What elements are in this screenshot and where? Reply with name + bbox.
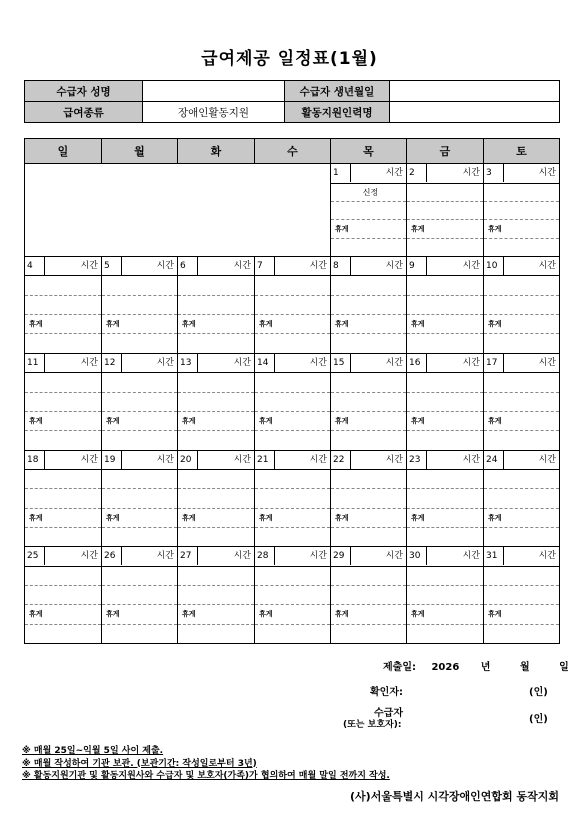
rest-field[interactable]: 휴게 bbox=[331, 605, 406, 624]
schedule-line[interactable] bbox=[25, 625, 101, 643]
rest-field[interactable]: 휴게 bbox=[102, 605, 177, 624]
day-16-schedule[interactable] bbox=[407, 373, 484, 450]
schedule-line[interactable] bbox=[484, 586, 559, 605]
schedule-line[interactable] bbox=[484, 276, 559, 295]
day-6-schedule[interactable] bbox=[178, 276, 255, 353]
schedule-line[interactable] bbox=[102, 296, 177, 315]
weekday-4: 목 bbox=[331, 139, 407, 164]
week-2-body-row bbox=[25, 276, 560, 353]
rest-field[interactable]: 휴게 bbox=[407, 315, 483, 334]
day-number: 27 bbox=[178, 547, 198, 565]
weekday-2: 화 bbox=[178, 139, 255, 164]
schedule-line[interactable] bbox=[484, 184, 559, 202]
recipient-name-label: 수급자 성명 bbox=[25, 81, 143, 102]
rest-field[interactable]: 휴게 bbox=[484, 220, 559, 238]
rest-field[interactable]: 휴게 bbox=[178, 509, 254, 528]
schedule-line[interactable] bbox=[484, 470, 559, 489]
schedule-line[interactable] bbox=[407, 202, 483, 220]
schedule-line[interactable] bbox=[331, 625, 406, 643]
schedule-line[interactable] bbox=[407, 528, 483, 546]
day-14-schedule[interactable] bbox=[255, 373, 331, 450]
day-27-schedule[interactable] bbox=[178, 566, 255, 643]
confirmer-seal: (인) bbox=[529, 687, 548, 698]
schedule-line[interactable] bbox=[484, 625, 559, 643]
day-number: 31 bbox=[484, 547, 504, 565]
day-9-header bbox=[407, 257, 484, 276]
note-retention: ※ 매월 작성하여 기관 보관. (보관기간: 작성일로부터 3년) bbox=[22, 758, 257, 769]
time-field[interactable]: 시간 bbox=[233, 261, 251, 272]
time-field[interactable]: 시간 bbox=[309, 551, 327, 562]
rest-field[interactable]: 휴게 bbox=[255, 605, 330, 624]
schedule-line[interactable] bbox=[331, 239, 406, 256]
day-21-header bbox=[255, 450, 331, 469]
day-24-header bbox=[484, 450, 560, 469]
day-number: 30 bbox=[407, 547, 427, 565]
weekday-5: 금 bbox=[407, 139, 484, 164]
day-24-schedule[interactable] bbox=[484, 469, 560, 546]
day-number: 20 bbox=[178, 451, 198, 469]
schedule-line[interactable] bbox=[255, 393, 330, 412]
time-field[interactable]: 시간 bbox=[309, 357, 327, 368]
schedule-line[interactable] bbox=[331, 393, 406, 412]
day-21-schedule[interactable] bbox=[255, 469, 331, 546]
schedule-line[interactable] bbox=[25, 431, 101, 449]
empty-days-area bbox=[25, 164, 331, 257]
day-8-header bbox=[331, 257, 407, 276]
day-10-header bbox=[484, 257, 560, 276]
day-number: 24 bbox=[484, 451, 504, 469]
recipient-name-field[interactable] bbox=[143, 81, 285, 102]
day-17-schedule[interactable] bbox=[484, 373, 560, 450]
rest-field[interactable]: 휴게 bbox=[407, 605, 483, 624]
schedule-line[interactable] bbox=[407, 567, 483, 586]
rest-field[interactable]: 휴게 bbox=[178, 412, 254, 431]
day-number: 13 bbox=[178, 354, 198, 372]
recipient-info-table bbox=[24, 80, 560, 123]
schedule-line[interactable] bbox=[407, 296, 483, 315]
day-28-header bbox=[255, 547, 331, 566]
day-number: 3 bbox=[484, 164, 504, 182]
schedule-line[interactable] bbox=[255, 625, 330, 643]
day-7-header bbox=[255, 257, 331, 276]
calendar-table bbox=[24, 138, 560, 644]
recipient-seal: (인) bbox=[529, 714, 548, 725]
rest-field[interactable]: 휴게 bbox=[178, 605, 254, 624]
day-number: 22 bbox=[331, 451, 351, 469]
time-field[interactable]: 시간 bbox=[156, 454, 174, 465]
schedule-line[interactable] bbox=[255, 567, 330, 586]
rest-field[interactable]: 휴게 bbox=[255, 509, 330, 528]
year-unit: 년 bbox=[480, 662, 491, 673]
schedule-line[interactable] bbox=[407, 276, 483, 295]
rest-field[interactable]: 휴게 bbox=[331, 412, 406, 431]
rest-field[interactable]: 휴게 bbox=[102, 315, 177, 334]
recipient-birth-field[interactable] bbox=[390, 81, 560, 102]
time-field[interactable]: 시간 bbox=[309, 454, 327, 465]
day-number: 23 bbox=[407, 451, 427, 469]
schedule-line[interactable] bbox=[178, 334, 254, 352]
schedule-line[interactable] bbox=[255, 431, 330, 449]
day-8-schedule[interactable] bbox=[331, 276, 407, 353]
weekday-6: 토 bbox=[484, 139, 560, 164]
day-number: 15 bbox=[331, 354, 351, 372]
schedule-line[interactable] bbox=[407, 184, 483, 202]
day-12-header bbox=[102, 353, 178, 372]
rest-field[interactable]: 휴게 bbox=[255, 412, 330, 431]
note-agreement: ※ 활동지원기관 및 활동지원사와 수급자 및 보호자(가족)가 협의하여 매월 말일 전까지 작성. bbox=[22, 771, 390, 781]
day-number: 8 bbox=[331, 257, 351, 275]
time-field[interactable]: 시간 bbox=[385, 261, 403, 272]
time-field[interactable]: 시간 bbox=[538, 261, 556, 272]
weekday-1: 월 bbox=[102, 139, 178, 164]
day-11-header bbox=[25, 353, 102, 372]
day-number: 7 bbox=[255, 257, 275, 275]
day-2-schedule[interactable] bbox=[407, 183, 484, 256]
rest-field[interactable]: 휴게 bbox=[407, 509, 483, 528]
day-4-header bbox=[25, 257, 102, 276]
notes bbox=[22, 745, 390, 783]
day-number: 2 bbox=[407, 164, 427, 182]
day-31-header bbox=[484, 547, 560, 566]
schedule-line[interactable] bbox=[484, 528, 559, 546]
rest-field[interactable]: 휴게 bbox=[255, 315, 330, 334]
time-field[interactable]: 시간 bbox=[385, 357, 403, 368]
day-number: 4 bbox=[25, 257, 45, 275]
schedule-line[interactable] bbox=[178, 528, 254, 546]
schedule-line[interactable] bbox=[102, 393, 177, 412]
schedule-line[interactable] bbox=[178, 489, 254, 508]
day-23-schedule[interactable] bbox=[407, 469, 484, 546]
rest-field[interactable]: 휴게 bbox=[407, 412, 483, 431]
day-15-header bbox=[331, 353, 407, 372]
day-11-schedule[interactable] bbox=[25, 373, 102, 450]
day-22-schedule[interactable] bbox=[331, 469, 407, 546]
week-5-body-row bbox=[25, 566, 560, 643]
day-4-schedule[interactable] bbox=[25, 276, 102, 353]
schedule-line[interactable] bbox=[25, 393, 101, 412]
rest-field[interactable]: 휴게 bbox=[484, 315, 559, 334]
day-5-schedule[interactable] bbox=[102, 276, 178, 353]
schedule-line[interactable] bbox=[255, 296, 330, 315]
schedule-line[interactable] bbox=[25, 489, 101, 508]
time-field[interactable]: 시간 bbox=[309, 261, 327, 272]
schedule-line[interactable] bbox=[484, 393, 559, 412]
schedule-line[interactable] bbox=[178, 393, 254, 412]
day-20-header bbox=[178, 450, 255, 469]
week-4-body-row bbox=[25, 469, 560, 546]
schedule-line[interactable] bbox=[25, 276, 101, 295]
schedule-line[interactable] bbox=[331, 373, 406, 392]
schedule-line[interactable] bbox=[331, 586, 406, 605]
day-6-header bbox=[178, 257, 255, 276]
day-14-header bbox=[255, 353, 331, 372]
week-1-date-row bbox=[25, 164, 560, 183]
rest-field[interactable]: 휴게 bbox=[484, 509, 559, 528]
day-25-schedule[interactable] bbox=[25, 566, 102, 643]
schedule-line[interactable] bbox=[331, 470, 406, 489]
day-19-header bbox=[102, 450, 178, 469]
submission-date bbox=[383, 658, 569, 673]
day-2-header bbox=[407, 164, 484, 183]
time-field[interactable]: 시간 bbox=[156, 261, 174, 272]
day-30-header bbox=[407, 547, 484, 566]
day-26-header bbox=[102, 547, 178, 566]
day-19-schedule[interactable] bbox=[102, 469, 178, 546]
schedule-line[interactable] bbox=[407, 625, 483, 643]
week-3-body-row bbox=[25, 373, 560, 450]
day-number: 25 bbox=[25, 547, 45, 565]
schedule-line[interactable] bbox=[25, 334, 101, 352]
time-field[interactable]: 시간 bbox=[462, 357, 480, 368]
rest-field[interactable]: 휴게 bbox=[102, 412, 177, 431]
day-number: 17 bbox=[484, 354, 504, 372]
schedule-line[interactable] bbox=[178, 567, 254, 586]
week-3-date-row bbox=[25, 353, 560, 372]
schedule-line[interactable] bbox=[102, 489, 177, 508]
schedule-line[interactable] bbox=[178, 276, 254, 295]
schedule-line[interactable] bbox=[178, 470, 254, 489]
benefit-type-label: 급여종류 bbox=[25, 102, 143, 123]
day-5-header bbox=[102, 257, 178, 276]
day-13-schedule[interactable] bbox=[178, 373, 255, 450]
day-10-schedule[interactable] bbox=[484, 276, 560, 353]
day-number: 14 bbox=[255, 354, 275, 372]
schedule-line[interactable] bbox=[331, 489, 406, 508]
day-25-header bbox=[25, 547, 102, 566]
schedule-line[interactable] bbox=[484, 373, 559, 392]
time-field[interactable]: 시간 bbox=[385, 454, 403, 465]
schedule-line[interactable] bbox=[102, 586, 177, 605]
schedule-line[interactable] bbox=[484, 489, 559, 508]
note-submission: ※ 매월 25일~익월 5일 사이 제출. bbox=[22, 746, 164, 756]
day-number: 1 bbox=[331, 164, 351, 182]
schedule-line[interactable] bbox=[407, 334, 483, 352]
schedule-line[interactable] bbox=[102, 470, 177, 489]
submission-year[interactable]: 2026 bbox=[431, 662, 460, 673]
time-field[interactable]: 시간 bbox=[538, 454, 556, 465]
time-field[interactable]: 시간 bbox=[80, 357, 98, 368]
week-5-date-row bbox=[25, 547, 560, 566]
schedule-line[interactable] bbox=[484, 296, 559, 315]
schedule-line[interactable] bbox=[255, 373, 330, 392]
schedule-line[interactable] bbox=[25, 373, 101, 392]
schedule-line[interactable] bbox=[407, 470, 483, 489]
time-field[interactable]: 시간 bbox=[462, 261, 480, 272]
schedule-line[interactable] bbox=[102, 567, 177, 586]
day-number: 11 bbox=[25, 354, 45, 372]
schedule-line[interactable] bbox=[407, 393, 483, 412]
schedule-line[interactable] bbox=[178, 296, 254, 315]
day-22-header bbox=[331, 450, 407, 469]
schedule-line[interactable] bbox=[178, 625, 254, 643]
rest-field[interactable]: 휴게 bbox=[25, 315, 101, 334]
day-number: 12 bbox=[102, 354, 122, 372]
rest-field[interactable]: 휴게 bbox=[331, 315, 406, 334]
day-29-schedule[interactable] bbox=[331, 566, 407, 643]
schedule-line[interactable] bbox=[178, 586, 254, 605]
day-30-schedule[interactable] bbox=[407, 566, 484, 643]
day-13-header bbox=[178, 353, 255, 372]
schedule-line[interactable] bbox=[25, 528, 101, 546]
weekday-0: 일 bbox=[25, 139, 102, 164]
schedule-line[interactable] bbox=[484, 334, 559, 352]
schedule-line[interactable] bbox=[484, 202, 559, 220]
rest-field[interactable]: 휴게 bbox=[102, 509, 177, 528]
schedule-line[interactable] bbox=[255, 334, 330, 352]
day-number: 5 bbox=[102, 257, 122, 275]
time-field[interactable]: 시간 bbox=[462, 551, 480, 562]
assistant-name-label: 활동지원인력명 bbox=[285, 102, 390, 123]
week-4-date-row bbox=[25, 450, 560, 469]
time-field[interactable]: 시간 bbox=[80, 454, 98, 465]
day-26-schedule[interactable] bbox=[102, 566, 178, 643]
schedule-line[interactable] bbox=[255, 470, 330, 489]
day-28-schedule[interactable] bbox=[255, 566, 331, 643]
schedule-line[interactable] bbox=[331, 334, 406, 352]
schedule-line[interactable] bbox=[255, 528, 330, 546]
schedule-line[interactable] bbox=[255, 586, 330, 605]
time-field[interactable]: 시간 bbox=[385, 168, 403, 179]
schedule-line[interactable] bbox=[407, 373, 483, 392]
schedule-line[interactable] bbox=[25, 470, 101, 489]
day-20-schedule[interactable] bbox=[178, 469, 255, 546]
day-number: 19 bbox=[102, 451, 122, 469]
time-field[interactable]: 시간 bbox=[80, 551, 98, 562]
assistant-name-field[interactable] bbox=[390, 102, 560, 123]
time-field[interactable]: 시간 bbox=[233, 357, 251, 368]
month-unit: 월 bbox=[519, 662, 530, 673]
day-number: 6 bbox=[178, 257, 198, 275]
schedule-line[interactable] bbox=[331, 431, 406, 449]
confirmer-label: 확인자: bbox=[370, 687, 403, 698]
rest-field[interactable]: 휴게 bbox=[178, 315, 254, 334]
schedule-line[interactable] bbox=[484, 431, 559, 449]
schedule-line[interactable] bbox=[331, 296, 406, 315]
time-field[interactable]: 시간 bbox=[385, 551, 403, 562]
day-9-schedule[interactable] bbox=[407, 276, 484, 353]
page-title: 급여제공 일정표(1월) bbox=[201, 49, 378, 69]
time-field[interactable]: 시간 bbox=[538, 168, 556, 179]
day-17-header bbox=[484, 353, 560, 372]
rest-field[interactable]: 휴게 bbox=[331, 509, 406, 528]
schedule-line[interactable] bbox=[178, 373, 254, 392]
rest-field[interactable]: 휴게 bbox=[331, 220, 406, 238]
week-2-date-row bbox=[25, 257, 560, 276]
schedule-line[interactable] bbox=[407, 489, 483, 508]
time-field[interactable]: 시간 bbox=[156, 551, 174, 562]
schedule-line[interactable] bbox=[178, 431, 254, 449]
time-field[interactable]: 시간 bbox=[538, 357, 556, 368]
schedule-line[interactable] bbox=[102, 373, 177, 392]
rest-field[interactable]: 휴게 bbox=[25, 412, 101, 431]
day-number: 9 bbox=[407, 257, 427, 275]
time-field[interactable]: 시간 bbox=[462, 454, 480, 465]
schedule-line[interactable] bbox=[255, 276, 330, 295]
rest-field[interactable]: 휴게 bbox=[25, 509, 101, 528]
day-3-header bbox=[484, 164, 560, 183]
day-number: 16 bbox=[407, 354, 427, 372]
day-29-header bbox=[331, 547, 407, 566]
day-18-schedule[interactable] bbox=[25, 469, 102, 546]
organization-name: (사)서울특별시 시각장애인연합회 동작지회 bbox=[350, 790, 559, 803]
day-12-schedule[interactable] bbox=[102, 373, 178, 450]
submission-label: 제출일: bbox=[383, 662, 416, 673]
day-3-schedule[interactable] bbox=[484, 183, 560, 256]
time-field[interactable]: 시간 bbox=[233, 454, 251, 465]
schedule-line[interactable] bbox=[102, 276, 177, 295]
weekday-3: 수 bbox=[255, 139, 331, 164]
day-unit: 일 bbox=[559, 662, 569, 673]
rest-field[interactable]: 휴게 bbox=[484, 412, 559, 431]
day-number: 18 bbox=[25, 451, 45, 469]
schedule-line[interactable] bbox=[102, 528, 177, 546]
day-number: 26 bbox=[102, 547, 122, 565]
schedule-line[interactable] bbox=[102, 431, 177, 449]
day-18-header bbox=[25, 450, 102, 469]
schedule-line[interactable] bbox=[331, 528, 406, 546]
weekday-header-row bbox=[25, 139, 560, 164]
rest-field[interactable]: 휴게 bbox=[25, 605, 101, 624]
time-field[interactable]: 시간 bbox=[80, 261, 98, 272]
day-number: 28 bbox=[255, 547, 275, 565]
schedule-line[interactable] bbox=[331, 202, 406, 220]
schedule-line[interactable] bbox=[25, 586, 101, 605]
schedule-line[interactable] bbox=[102, 625, 177, 643]
day-16-header bbox=[407, 353, 484, 372]
schedule-line[interactable] bbox=[331, 276, 406, 295]
day-1-schedule[interactable] bbox=[331, 183, 407, 256]
schedule-line[interactable] bbox=[102, 334, 177, 352]
benefit-type-field[interactable]: 장애인활동지원 bbox=[143, 102, 285, 123]
holiday-note[interactable]: 신정 bbox=[331, 184, 406, 202]
schedule-line[interactable] bbox=[407, 586, 483, 605]
day-23-header bbox=[407, 450, 484, 469]
rest-field[interactable]: 휴게 bbox=[407, 220, 483, 238]
day-1-header bbox=[331, 164, 407, 183]
day-number: 10 bbox=[484, 257, 504, 275]
time-field[interactable]: 시간 bbox=[462, 168, 480, 179]
schedule-line[interactable] bbox=[255, 489, 330, 508]
guardian-sign-label: (또는 보호자): bbox=[343, 720, 402, 730]
day-number: 29 bbox=[331, 547, 351, 565]
schedule-line[interactable] bbox=[407, 431, 483, 449]
schedule-line[interactable] bbox=[484, 567, 559, 586]
schedule-line[interactable] bbox=[484, 239, 559, 256]
recipient-birth-label: 수급자 생년월일 bbox=[285, 81, 390, 102]
time-field[interactable]: 시간 bbox=[538, 551, 556, 562]
schedule-line[interactable] bbox=[331, 567, 406, 586]
schedule-line[interactable] bbox=[25, 296, 101, 315]
day-27-header bbox=[178, 547, 255, 566]
day-number: 21 bbox=[255, 451, 275, 469]
day-7-schedule[interactable] bbox=[255, 276, 331, 353]
recipient-sign-label: 수급자 bbox=[374, 708, 403, 719]
time-field[interactable]: 시간 bbox=[156, 357, 174, 368]
schedule-line[interactable] bbox=[25, 567, 101, 586]
time-field[interactable]: 시간 bbox=[233, 551, 251, 562]
schedule-line[interactable] bbox=[407, 239, 483, 256]
day-15-schedule[interactable] bbox=[331, 373, 407, 450]
day-31-schedule[interactable] bbox=[484, 566, 560, 643]
rest-field[interactable]: 휴게 bbox=[484, 605, 559, 624]
